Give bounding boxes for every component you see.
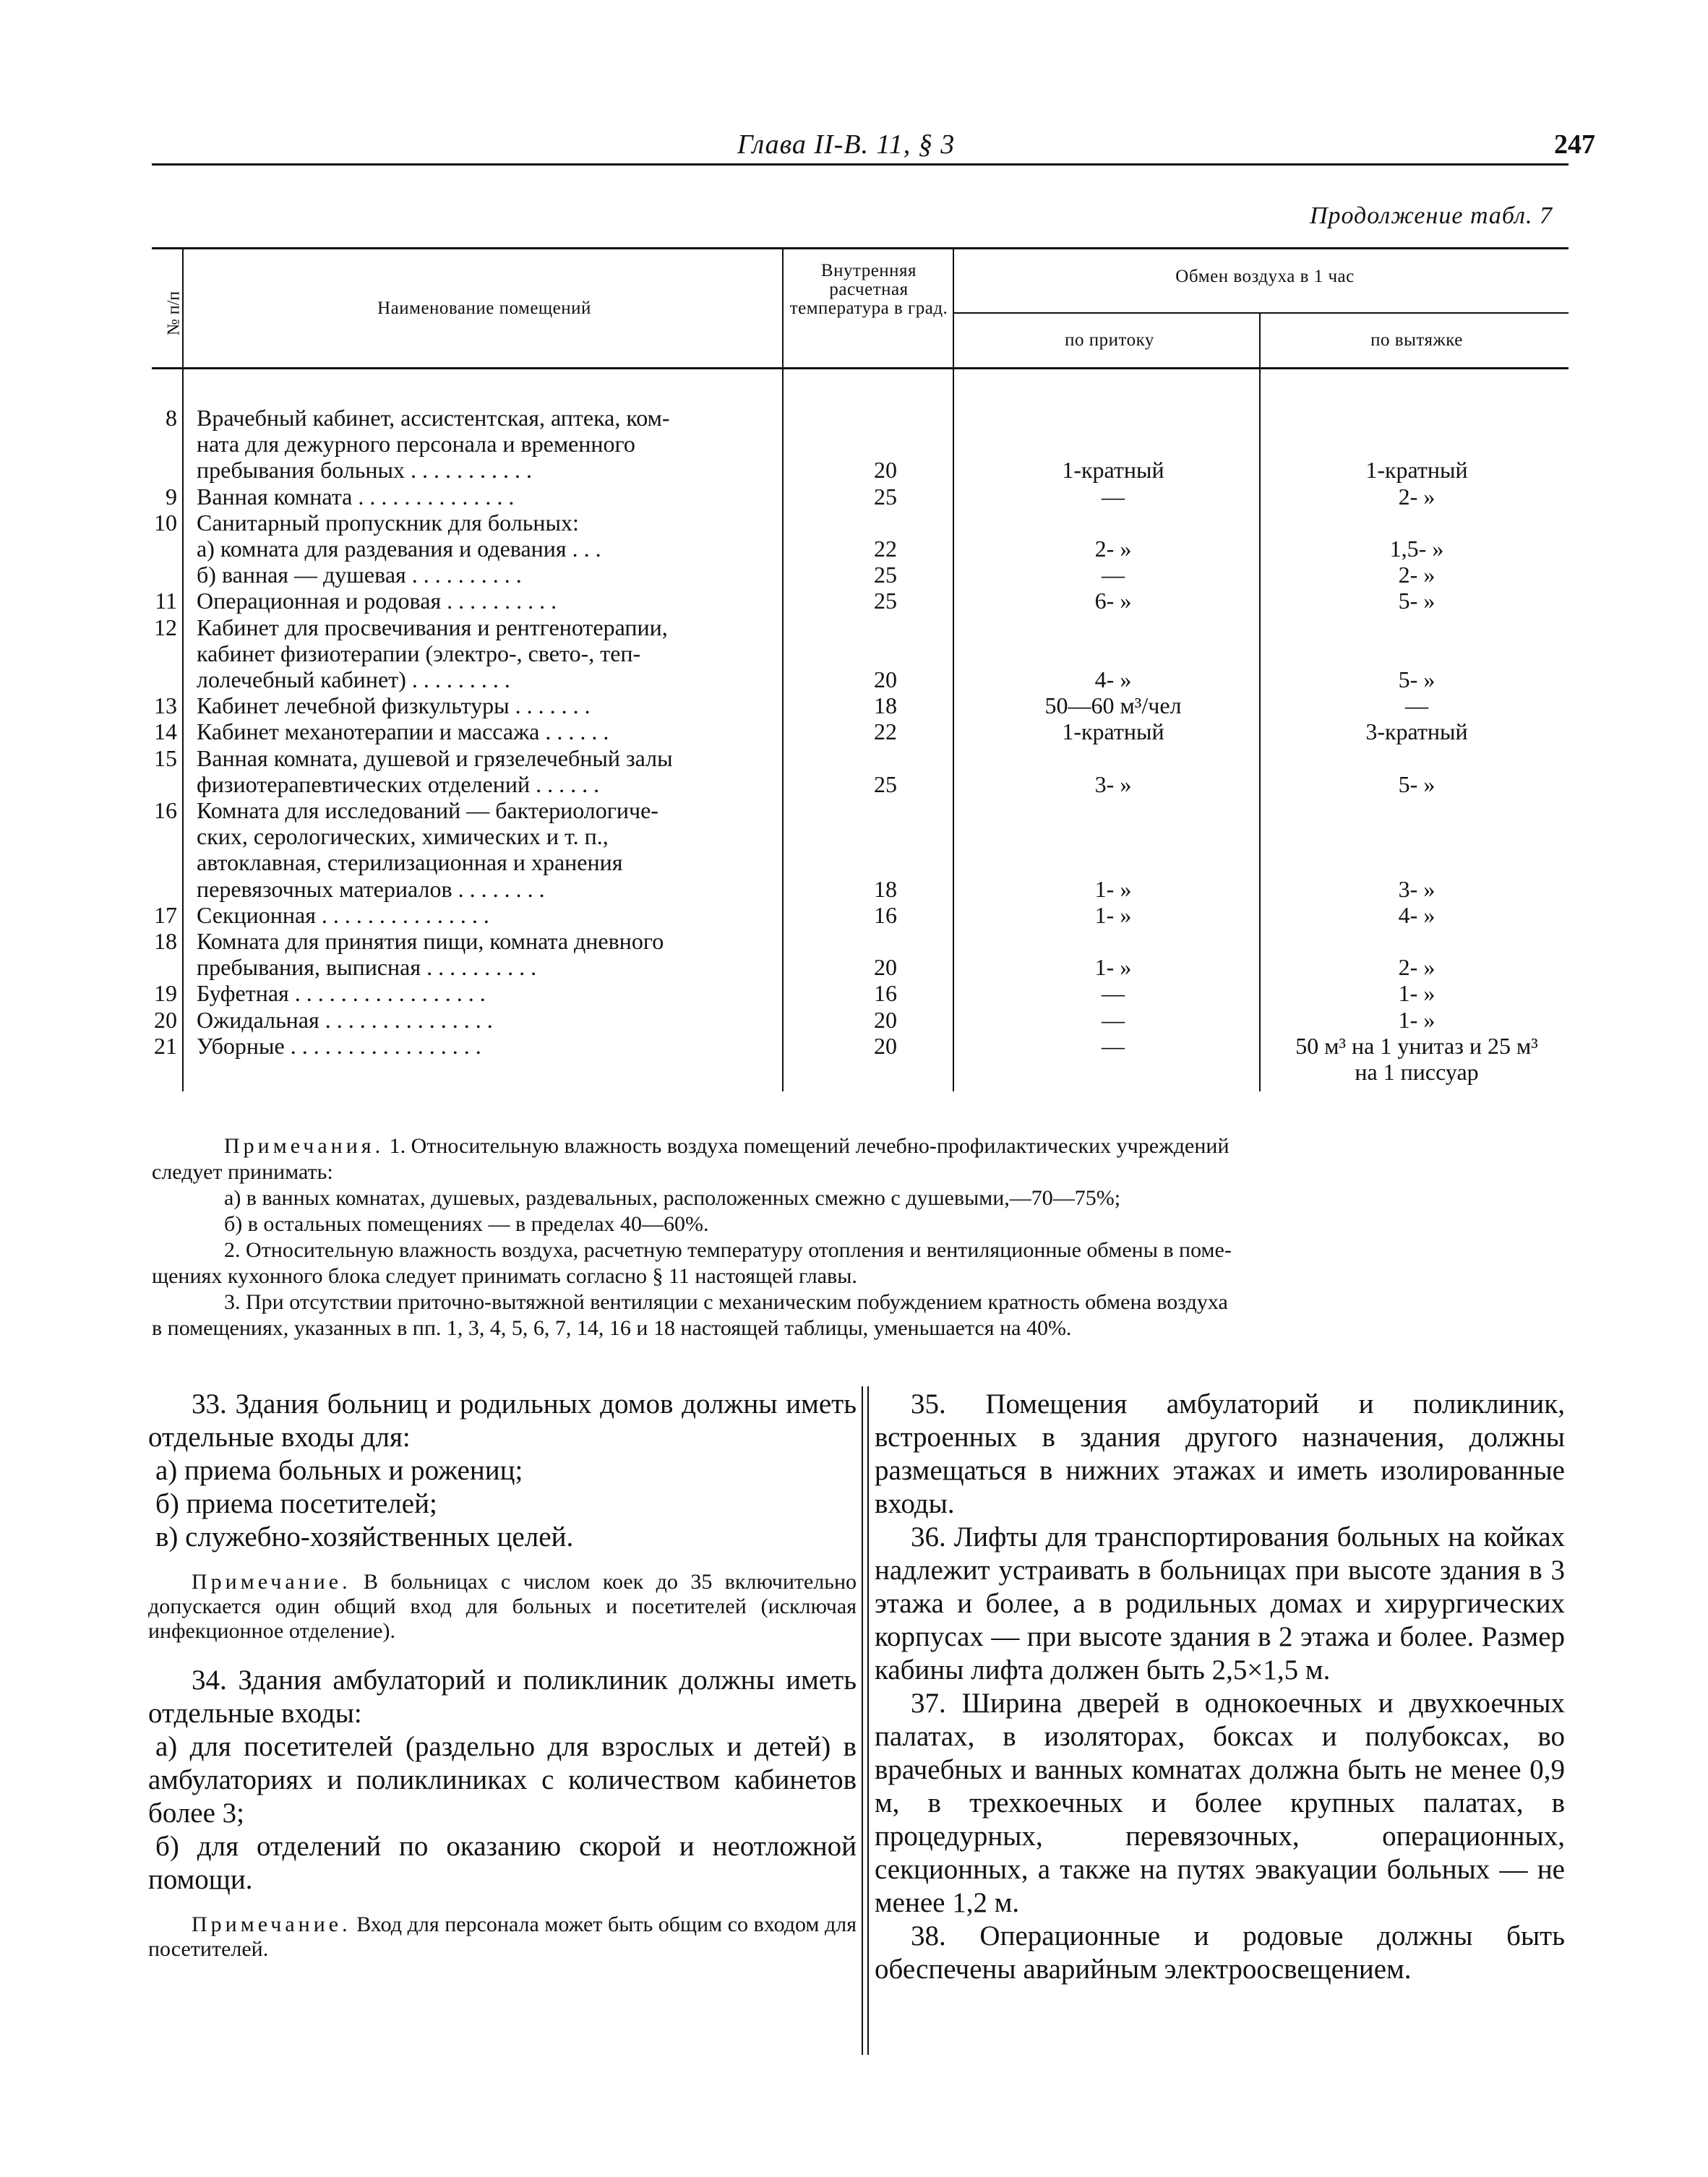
column-header-temperature: Внутренняя расчетная температура в град. [789,261,948,318]
clause-34-note-text: Вход для персонала может быть общим со входом для посетителей. [148,1912,857,1961]
room-name: б) ванная — душевая . . . . . . . . . . [197,562,522,588]
room-name: Ванная комната, душевой и грязелечебный залы [197,744,673,771]
room-name: Уборные . . . . . . . . . . . . . . . . . [197,1032,481,1059]
room-name: Санитарный пропускник для больных: [197,509,579,536]
intake-cell: 50—60 м³/чел [1044,692,1182,719]
room-name: Кабинет механотерапии и массажа . . . . . . [197,718,609,745]
clause-34: 34. Здания амбулаторий и поликлиник должны иметь отдельные входы: [148,1665,857,1729]
row-number: 17 [154,901,177,928]
note-3-cont: в помещениях, указанных в пп. 1, 3, 4, 5, 6, 7, 14, 16 и 18 настоящей таблицы, уменьшается на 40%. [152,1316,1072,1340]
clause-33: 33. Здания больниц и родильных домов должны иметь отдельные входы для: [148,1388,857,1453]
intake-cell: 1-кратный [1062,718,1164,745]
exhaust-cell: 5- » [1398,770,1436,797]
temperature-cell: 20 [874,457,897,484]
exhaust-cell: 1- » [1398,1006,1436,1033]
room-name: Буфетная . . . . . . . . . . . . . . . . . [197,980,486,1007]
room-name: пребывания, выписная . . . . . . . . . . [197,954,537,981]
table-continuation-caption: Продолжение табл. 7 [1309,202,1553,229]
column-header-number: № п/п [164,291,184,336]
temperature-cell: 16 [874,901,897,928]
room-name: автоклавная, стерилизационная и хранения [197,849,623,876]
clause-33-note-label: Примечание. [192,1570,351,1594]
exhaust-cell: 50 м³ на 1 унитаз и 25 м³ [1295,1032,1538,1059]
temperature-cell: 20 [874,1006,897,1033]
temperature-cell: 25 [874,562,897,588]
note-1b: б) в остальных помещениях — в пределах 40—60%. [224,1212,709,1236]
temperature-cell: 18 [874,875,897,902]
row-number: 15 [154,744,177,771]
intake-cell: — [1102,1006,1125,1033]
row-number: 21 [154,1032,177,1059]
temperature-cell: 20 [874,1032,897,1059]
row-number: 18 [154,928,177,954]
exhaust-cell: 5- » [1398,666,1436,692]
intake-cell: 4- » [1094,666,1132,692]
table-notes [152,1133,1568,1341]
column-header-exchange: Обмен воздуха в 1 час [1175,267,1355,286]
clause-34-note [148,1912,857,1962]
row-number: 14 [154,718,177,745]
temperature-cell: 20 [874,666,897,692]
chapter-header: Глава II-В. 11, § 3 [737,129,956,160]
exhaust-cell: 2- » [1398,954,1436,981]
exhaust-cell: 1,5- » [1389,536,1444,562]
room-name: Кабинет для просвечивания и рентгенотерапии, [197,614,668,640]
exhaust-cell: 2- » [1398,562,1436,588]
exhaust-cell: 3-кратный [1365,718,1468,745]
room-name: ских, серологических, химических и т. п., [197,823,609,850]
row-number: 11 [155,588,177,614]
room-name: ната для дежурного персонала и временного [197,431,635,458]
notes-label: Примечания. [224,1134,385,1158]
exhaust-cell: 1-кратный [1365,457,1468,484]
temperature-cell: 25 [874,483,897,510]
room-name: Кабинет лечебной физкультуры . . . . . . . [197,692,591,719]
note-1: 1. Относительную влажность воздуха помещений лечебно-профилактических учреждений [389,1134,1229,1158]
exhaust-cell: 2- » [1398,483,1436,510]
row-number: 20 [154,1006,177,1033]
intake-cell: 1- » [1094,954,1132,981]
room-name: Комната для принятия пищи, комната дневного [197,928,664,954]
intake-cell: 6- » [1094,588,1132,614]
room-name: Ожидальная . . . . . . . . . . . . . . . [197,1006,493,1033]
column-header-name: Наименование помещений [377,299,591,318]
room-name: перевязочных материалов . . . . . . . . [197,875,545,902]
exhaust-cell: — [1405,692,1428,719]
intake-cell: — [1102,483,1125,510]
intake-cell: 2- » [1094,536,1132,562]
intake-cell: 1-кратный [1062,457,1164,484]
temperature-cell: 20 [874,954,897,981]
clause-33-note-text: В больницах с числом коек до 35 включительно допускается один общий вход для больных и посетителей (исключая инфекционное отделение). [148,1570,857,1643]
room-name: Секционная . . . . . . . . . . . . . . . [197,901,489,928]
row-number: 16 [154,797,177,823]
row-number: 10 [154,509,177,536]
note-2-cont: щениях кухонного блока следует принимать согласно § 11 настоящей главы. [152,1264,857,1288]
temperature-cell: 22 [874,718,897,745]
room-name: а) комната для раздевания и одевания . . . [197,536,601,562]
temperature-cell: 25 [874,770,897,797]
intake-cell: 1- » [1094,901,1132,928]
temperature-cell: 25 [874,588,897,614]
room-name: физиотерапевтических отделений . . . . . . [197,770,600,797]
clause-34-note-label: Примечание. [192,1912,351,1936]
column-header-intake: по притоку [1065,330,1154,350]
temperature-cell: 16 [874,980,897,1007]
exhaust-cell: 1- » [1398,980,1436,1007]
exhaust-cell: 3- » [1398,875,1436,902]
room-name: лолечебный кабинет) . . . . . . . . . [197,666,510,692]
exhaust-cell: на 1 писсуар [1355,1059,1479,1085]
intake-cell: — [1102,1032,1125,1059]
temperature-cell: 18 [874,692,897,719]
room-name: Комната для исследований — бактериологиче- [197,797,658,823]
room-name: Ванная комната . . . . . . . . . . . . . . [197,483,515,510]
clause-33a: а) приема больных и рожениц; [155,1455,523,1486]
left-column [148,1388,857,1962]
exhaust-cell: 5- » [1398,588,1436,614]
row-number: 13 [154,692,177,719]
note-1-cont: следует принимать: [152,1160,333,1184]
row-number: 8 [166,405,177,431]
clause-33c: в) служебно-хозяйственных целей. [155,1521,574,1553]
clause-33b: б) приема посетителей; [155,1488,437,1519]
room-name: Операционная и родовая . . . . . . . . . . [197,588,557,614]
room-name: кабинет физиотерапии (электро-, свето-, теп- [197,640,641,666]
clause-34b: б) для отделений по оказанию скорой и неотложной помощи. [148,1831,857,1895]
clause-33-note [148,1570,857,1644]
note-3: 3. При отсутствии приточно-вытяжной вентиляции с механическим побуждением кратность обмена воздуха [224,1290,1228,1314]
right-column [875,1388,1565,1986]
clause-38: 38. Операционные и родовые должны быть обеспечены аварийным электроосвещением. [875,1920,1565,1985]
room-name: Врачебный кабинет, ассистентская, аптека, ком- [197,405,670,431]
note-2: 2. Относительную влажность воздуха, расчетную температуру отопления и вентиляционные обмены в поме- [224,1238,1232,1262]
row-number: 9 [166,483,177,510]
page-number: 247 [1554,129,1595,160]
clause-34a: а) для посетителей (раздельно для взрослых и детей) в амбулаториях и поликлиниках с количеством кабинетов более 3; [148,1731,857,1829]
note-1a: а) в ванных комнатах, душевых, раздевальных, расположенных смежно с душевыми,—70—75%; [224,1186,1121,1210]
row-number: 19 [154,980,177,1007]
room-name: пребывания больных . . . . . . . . . . . [197,457,533,484]
row-number: 12 [154,614,177,640]
clause-37: 37. Ширина дверей в однокоечных и двухкоечных палатах, в изоляторах, боксах и полубоксах, во врачебных и ванных комнатах должна быть не менее 0,9 м, в трехкоечных и более крупных палатах, в процедурных, перевязочных, операционных, секционных, а также на путях эвакуации больных — не менее 1,2 м. [875,1688,1565,1918]
column-divider [862,1386,869,2055]
column-header-exhaust: по вытяжке [1370,330,1463,350]
temperature-cell: 22 [874,536,897,562]
clause-36: 36. Лифты для транспортирования больных на койках надлежит устраивать в больницах при высоте здания в 3 этажа и более, а в родильных домах и хирургических корпусах — при высоте здания в 2 этажа и более. Размер кабины лифта должен быть 2,5×1,5 м. [875,1521,1565,1686]
exhaust-cell: 4- » [1398,901,1436,928]
clause-35: 35. Помещения амбулаторий и поликлиник, встроенных в здания другого назначения, должны размещаться в нижних этажах и иметь изолированные входы. [875,1388,1565,1519]
intake-cell: — [1102,562,1125,588]
intake-cell: — [1102,980,1125,1007]
intake-cell: 3- » [1094,770,1132,797]
intake-cell: 1- » [1094,875,1132,902]
